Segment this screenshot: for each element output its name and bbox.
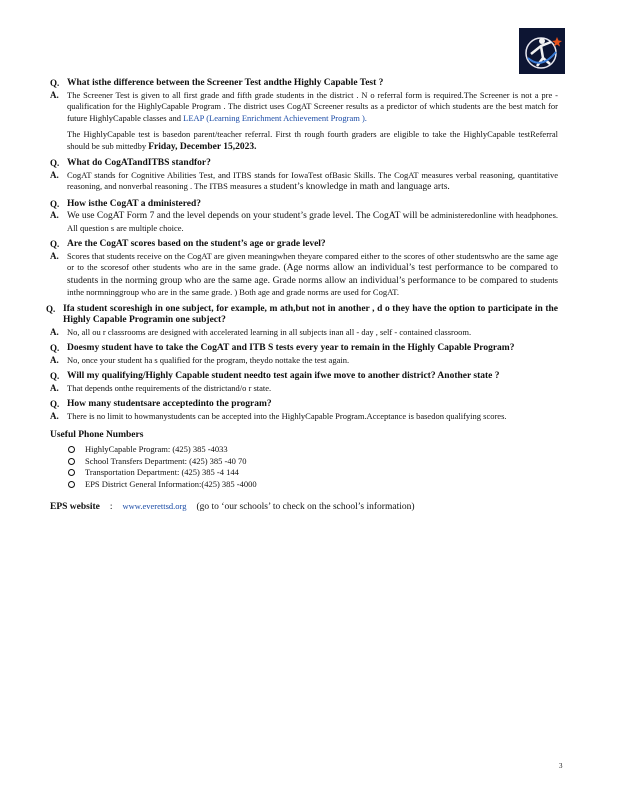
answer-label: A. (50, 210, 59, 220)
answer-part: students inthe normninggroup who are in the same grade. ) Both age and grade norms are used for CogAT. (67, 274, 558, 297)
phone-item (68, 444, 558, 456)
phone-list (50, 444, 558, 490)
faq-question (50, 239, 558, 251)
circle-bullet-icon (68, 446, 75, 453)
website-line (50, 501, 558, 512)
question-text: Are the CogAT scores based on the student’s age or grade level? (67, 239, 326, 249)
phone-item-text: EPS District General Information:(425) 385 -4000 (85, 478, 257, 489)
faq-answer (50, 90, 558, 154)
faq-item (50, 199, 558, 235)
answer2-part: The HighlyCapable test is basedon parent/teacher referral. First th rough fourth graders are eligible to take the HighlyCapable testReferral should be sub mittedby (67, 129, 558, 151)
question-text: What do CogATandITBS standfor? (67, 158, 211, 168)
answer-part: The Screener Test is given to all first grade and fifth grade students in the district . N o referral form is required.The Screener is not a pre -qualification for the HighlyCapable Program . The district uses CogAT Screener results as a predictor of which students are the best match for future HighlyCapable classes and (67, 89, 558, 123)
phone-item (68, 479, 558, 491)
answer-text (67, 251, 558, 299)
phone-item (68, 456, 558, 468)
answer-part: (Age norms allow an individual’s test performance to be compared to students in the norming group who are the same age. Grade norms allow an individual’s performance to be compared to (67, 263, 559, 286)
answer-part: There is no limit to howmanystudents can be accepted into the HighlyCapable Program.Acceptance is basedon qualifying scores. (67, 410, 507, 421)
faq-question (50, 371, 558, 383)
circle-bullet-icon (68, 481, 75, 488)
question-text: How many studentsare acceptedinto the program? (67, 399, 272, 409)
faq-answer (50, 411, 558, 423)
faq-item (46, 303, 558, 339)
faq-question (50, 78, 558, 90)
faq-item (50, 158, 558, 194)
faq-answer (50, 355, 558, 367)
page-number: 3 (559, 762, 563, 770)
question-label: Q. (46, 303, 56, 314)
answer-label: A. (50, 410, 59, 421)
answer-label: A. (50, 382, 59, 393)
answer-text (67, 355, 558, 367)
phone-item-text: Transportation Department: (425) 385 -4 144 (85, 467, 239, 477)
faq-item (50, 78, 558, 153)
question-label: Q. (50, 78, 60, 88)
faq-item (50, 343, 558, 366)
faq-answer (50, 251, 558, 299)
question-text: How isthe CogAT a dministered? (67, 198, 202, 209)
answer-text (67, 170, 558, 194)
faq-item (50, 239, 558, 299)
answer-text (67, 90, 558, 154)
answer-label: A. (50, 326, 59, 337)
question-label: Q. (50, 343, 60, 353)
website-note: (go to ‘our schools’ to check on the school’s information) (196, 502, 415, 512)
faq-question (46, 304, 558, 327)
answer-part: No, all ou r classrooms are designed with accelerated learning in all subjects inan all - day , self - contained classroom. (67, 326, 472, 337)
answer-part: CogAT stands for Cognitive Abilities Test, and ITBS stands for IowaTest ofBasic Skills. The CogAT measures verbal reasoning, quantitative reasoning, and nonverbal reasoning . The ITBS measures a (67, 169, 558, 191)
question-text: Doesmy student have to take the CogAT and ITB S tests every year to remain in the Highly Capable Program? (67, 343, 515, 353)
circle-bullet-icon (68, 458, 75, 465)
answer-text (67, 411, 558, 423)
answer-paragraph-2 (67, 129, 558, 153)
document-page (46, 78, 559, 512)
faq-question (50, 158, 558, 170)
answer-part: LEAP (Learning Enrichment Achievement Program ). (183, 112, 367, 123)
faq-list (46, 78, 559, 422)
website-link[interactable]: www.everettsd.org (122, 501, 187, 511)
useful-phone-numbers (50, 430, 558, 490)
question-text: What isthe difference between the Screener Test andthe Highly Capable Test ? (67, 78, 384, 88)
question-label: Q. (50, 158, 60, 168)
question-label: Q. (50, 198, 60, 209)
faq-answer (50, 210, 558, 234)
phones-title: Useful Phone Numbers (50, 430, 144, 440)
answer-label: A. (50, 250, 59, 261)
faq-item (50, 371, 558, 394)
answer-text (67, 327, 558, 339)
phone-item (68, 467, 558, 479)
answer-part: administeredonline with headphones. All question s are multiple choice. (67, 210, 558, 233)
faq-answer (50, 383, 558, 395)
question-label: Q. (50, 399, 60, 409)
answer-label: A. (50, 354, 59, 365)
question-label: Q. (50, 239, 60, 249)
answer-text (67, 383, 558, 395)
circle-bullet-icon (68, 469, 75, 476)
answer-part: That depends onthe requirements of the districtand/o r state. (67, 382, 272, 393)
question-text: Ifa student scoreshigh in one subject, for example, m ath,but not in another , d o they have the option to participate in the Highly Capable Programin one subject? (63, 303, 558, 325)
faq-answer (50, 170, 558, 194)
question-text: Will my qualifying/Highly Capable student needto test again ifwe move to another district? Another state ? (67, 371, 500, 381)
district-logo-icon (519, 28, 565, 74)
website-label: EPS website (50, 502, 100, 512)
faq-answer (50, 327, 558, 339)
answer-label: A. (50, 89, 59, 100)
answer-label: A. (50, 169, 59, 180)
phone-item-text: School Transfers Department: (425) 385 -40 70 (85, 455, 247, 466)
faq-item (50, 399, 558, 422)
faq-question (50, 343, 558, 355)
faq-question (50, 399, 558, 411)
answer-text (67, 210, 558, 234)
website-separator: : (109, 502, 113, 512)
answer-part: Scores that students receive on the CogAT are given meaningwhen theyare compared either to the scores of other studentswho are the same age or to the scoresof other students who are in the same grade. (67, 250, 558, 272)
faq-question (50, 199, 558, 211)
phone-item-text: HighlyCapable Program: (425) 385 -4033 (85, 444, 228, 454)
question-label: Q. (50, 371, 60, 381)
answer-part: We use CogAT Form 7 and the level depends on your student’s grade level. The CogAT will be (67, 211, 432, 221)
answer2-part: Friday, December 15,2023. (148, 141, 257, 152)
answer-part: student’s knowledge in math and language arts. (269, 182, 450, 192)
answer-part: No, once your student ha s qualified for the program, theydo nottake the test again. (67, 354, 350, 365)
